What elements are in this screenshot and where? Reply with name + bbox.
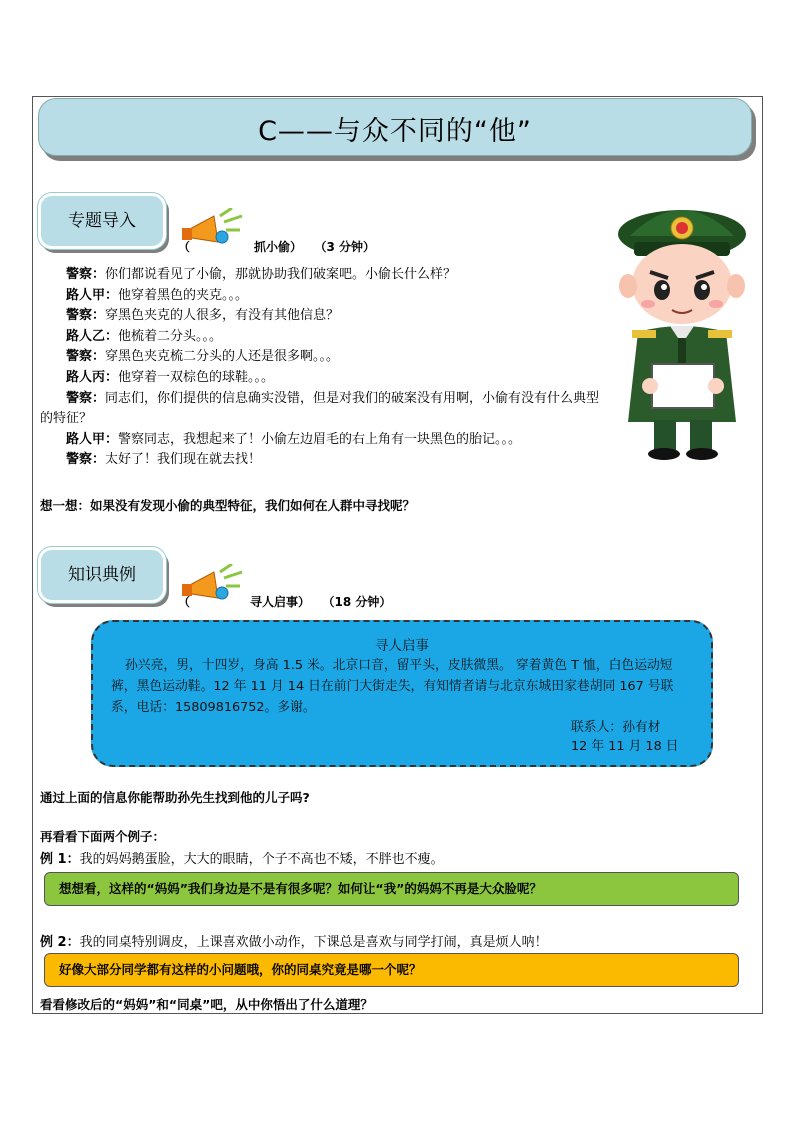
- section1-sub-open: （: [178, 240, 191, 254]
- dialogue-line: 警察：你们都说看见了小偷，那就协助我们破案吧。小偷长什么样？: [66, 267, 457, 282]
- think-question: 想一想：如果没有发现小偷的典型特征，我们如何在人群中寻找呢？: [40, 498, 416, 513]
- dialogue-block: [40, 265, 610, 471]
- dialogue-line: 路人甲：他穿着黑色的夹克。。。: [66, 287, 249, 303]
- megaphone-icon: [180, 564, 250, 606]
- more-examples-heading: 再看看下面两个例子：: [40, 829, 166, 844]
- dialogue-line: 路人乙：他梳着二分头。。。: [66, 328, 223, 344]
- dialogue-line: 路人丙：他穿着一双棕色的球鞋。。。: [66, 369, 275, 385]
- dialogue-line: 路人甲：警察同志，我想起来了！小偷左边眉毛的右上角有一块黑色的胎记。。。: [66, 431, 522, 447]
- section2-subtitle: 寻人启事） （18 分钟）: [250, 595, 392, 609]
- section-badge-intro: 专题导入: [38, 193, 166, 249]
- callout-orange: 好像大部分同学都有这样的小问题哦，你的同桌究竟是哪一个呢？: [44, 953, 739, 987]
- megaphone-icon: [180, 208, 250, 250]
- callout-green: 想想看，这样的“妈妈”我们身边是不是有很多呢？如何让“我”的妈妈不再是大众脸呢？: [44, 872, 739, 906]
- notice-body: 孙兴亮，男，十四岁，身高 1.5 米。北京口音，留平头，皮肤微黑。 穿着黄色 T 恤，白色运动短裤，黑色运动鞋。12 年 11 月 14 日在前门大街走失，有知情者请与北京东城田家巷胡同 167 号联系，电话：15809816752。多谢。: [111, 658, 674, 715]
- notice-date: 12 年 11 月 18 日: [571, 739, 679, 754]
- dialogue-line: 警察：穿黑色夹克的人很多，有没有其他信息？: [66, 308, 340, 324]
- missing-person-notice: [91, 620, 713, 767]
- dialogue-line: 警察：太好了！我们现在就去找！: [66, 452, 262, 468]
- notice-contact-person: 联系人：孙有材: [571, 720, 661, 735]
- section-badge-examples: 知识典例: [38, 547, 166, 603]
- notice-title: 寻人启事: [375, 638, 429, 654]
- section1-subtitle: 抓小偷） （3 分钟）: [254, 240, 376, 254]
- example-2: 例 2：我的同桌特别调皮，上课喜欢做小动作，下课总是喜欢与同学打闹，真是烦人呐！: [40, 935, 548, 950]
- police-officer-illustration: [612, 192, 754, 464]
- title-banner: [38, 98, 752, 156]
- dialogue-line: 警察：穿黑色夹克梳二分头的人还是很多啊。。。: [66, 349, 340, 365]
- notice-contact: [571, 718, 679, 756]
- example-1: 例 1：我的妈妈鹅蛋脸，大大的眼睛，个子不高也不矮，不胖也不瘦。: [40, 852, 444, 867]
- final-question: 看看修改后的“妈妈”和“同桌”吧，从中你悟出了什么道理？: [40, 997, 373, 1012]
- section2-sub-open: （: [178, 595, 191, 609]
- question-line: 通过上面的信息你能帮助孙先生找到他的儿子吗?: [40, 790, 310, 805]
- page-title: C——与众不同的“他”: [258, 116, 532, 147]
- dialogue-line: 警察：同志们，你们提供的信息确实没错，但是对我们的破案没有用啊，小偷有没有什么典型的特征？: [40, 390, 600, 427]
